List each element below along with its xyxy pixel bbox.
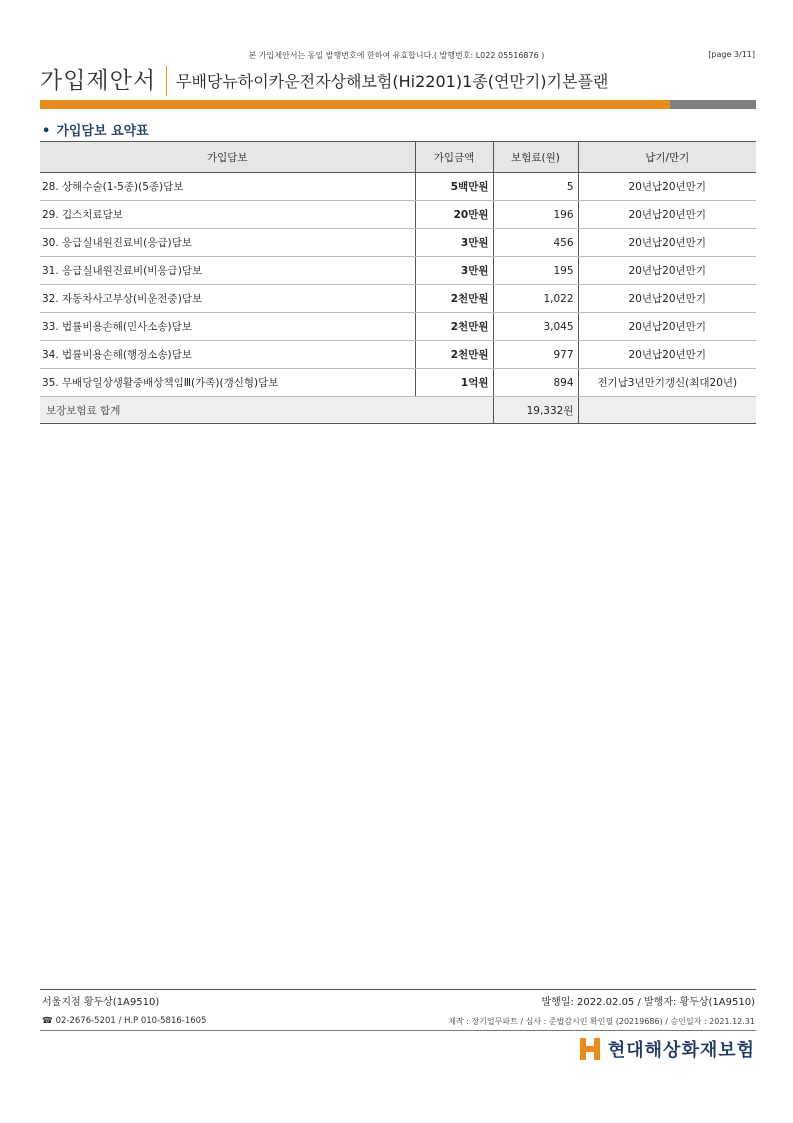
section-title	[42, 120, 149, 139]
coverage-term: 20년납20년만기	[578, 201, 756, 229]
table-row	[40, 341, 756, 369]
phone-icon: ☎	[42, 1016, 53, 1026]
coverage-name: 30. 응급실내원진료비(응급)담보	[40, 229, 415, 257]
table-row	[40, 201, 756, 229]
product-title: 무배당뉴하이카운전자상해보험(Hi2201)1종(연만기)기본플랜	[176, 72, 609, 91]
branch-info: 서울지점 황두상(1A9510)	[42, 997, 160, 1008]
column-header-amount: 가입금액	[415, 142, 493, 173]
column-header-term: 납기/만기	[578, 142, 756, 173]
coverage-term: 20년납20년만기	[578, 341, 756, 369]
coverage-name: 33. 법률비용손해(민사소송)담보	[40, 313, 415, 341]
table-row	[40, 257, 756, 285]
coverage-table	[40, 141, 756, 424]
footer-divider-2	[40, 1030, 756, 1031]
coverage-amount: 3만원	[415, 229, 493, 257]
coverage-amount: 1억원	[415, 369, 493, 397]
title-divider	[166, 66, 167, 96]
footer-divider	[40, 989, 756, 990]
coverage-term: 20년납20년만기	[578, 285, 756, 313]
column-header-premium: 보험료(원)	[493, 142, 578, 173]
coverage-term: 20년납20년만기	[578, 257, 756, 285]
company-logo	[580, 1036, 755, 1062]
approval-info: 제작 : 장기업무파트 / 심사 : 준법감시인 확인필 (20219686) / 승인일자 : 2021.12.31	[448, 1017, 755, 1026]
header-bar-orange	[40, 100, 670, 109]
coverage-amount: 3만원	[415, 257, 493, 285]
table-row	[40, 229, 756, 257]
coverage-premium: 196	[493, 201, 578, 229]
coverage-premium: 1,022	[493, 285, 578, 313]
coverage-amount: 2천만원	[415, 341, 493, 369]
coverage-amount: 20만원	[415, 201, 493, 229]
total-premium: 19,332원	[493, 397, 578, 424]
header-bar-gray	[670, 100, 756, 109]
bullet-icon: •	[42, 124, 51, 139]
document-title: 가입제안서	[40, 68, 157, 94]
coverage-term: 전기납3년만기갱신(최대20년)	[578, 369, 756, 397]
total-label: 보장보험료 합계	[40, 397, 493, 424]
company-name: 현대해상화재보험	[607, 1040, 755, 1061]
coverage-premium: 894	[493, 369, 578, 397]
coverage-premium: 977	[493, 341, 578, 369]
column-header-coverage: 가입담보	[40, 142, 415, 173]
coverage-name: 28. 상해수술(1-5종)(5종)담보	[40, 173, 415, 201]
coverage-amount: 5백만원	[415, 173, 493, 201]
coverage-amount: 2천만원	[415, 313, 493, 341]
coverage-name: 32. 자동차사고부상(비운전중)담보	[40, 285, 415, 313]
table-header-row	[40, 142, 756, 173]
coverage-name: 31. 응급실내원진료비(비응급)담보	[40, 257, 415, 285]
table-row	[40, 313, 756, 341]
coverage-name: 35. 무배당일상생활중배상책임Ⅲ(가족)(갱신형)담보	[40, 369, 415, 397]
contact-info	[42, 1016, 206, 1026]
coverage-premium: 456	[493, 229, 578, 257]
section-title-text: 가입담보 요약표	[56, 124, 149, 139]
coverage-term: 20년납20년만기	[578, 313, 756, 341]
table-row	[40, 285, 756, 313]
total-row	[40, 397, 756, 424]
validity-notice: 본 가입제안서는 동일 발행번호에 한하여 유효합니다.( 발행번호: L022 05516876 )	[248, 51, 545, 60]
coverage-premium: 3,045	[493, 313, 578, 341]
issue-info: 발행일: 2022.02.05 / 발행자: 황두상(1A9510)	[541, 997, 755, 1008]
coverage-premium: 195	[493, 257, 578, 285]
table-row	[40, 369, 756, 397]
coverage-name: 29. 깁스치료담보	[40, 201, 415, 229]
coverage-term: 20년납20년만기	[578, 173, 756, 201]
contact-numbers: 02-2676-5201 / H.P 010-5816-1605	[55, 1016, 207, 1026]
coverage-term: 20년납20년만기	[578, 229, 756, 257]
table-row	[40, 173, 756, 201]
coverage-premium: 5	[493, 173, 578, 201]
total-term-empty	[578, 397, 756, 424]
h-logo-icon	[580, 1038, 600, 1060]
coverage-amount: 2천만원	[415, 285, 493, 313]
page-number: [page 3/11]	[708, 50, 755, 59]
coverage-name: 34. 법률비용손해(행정소송)담보	[40, 341, 415, 369]
